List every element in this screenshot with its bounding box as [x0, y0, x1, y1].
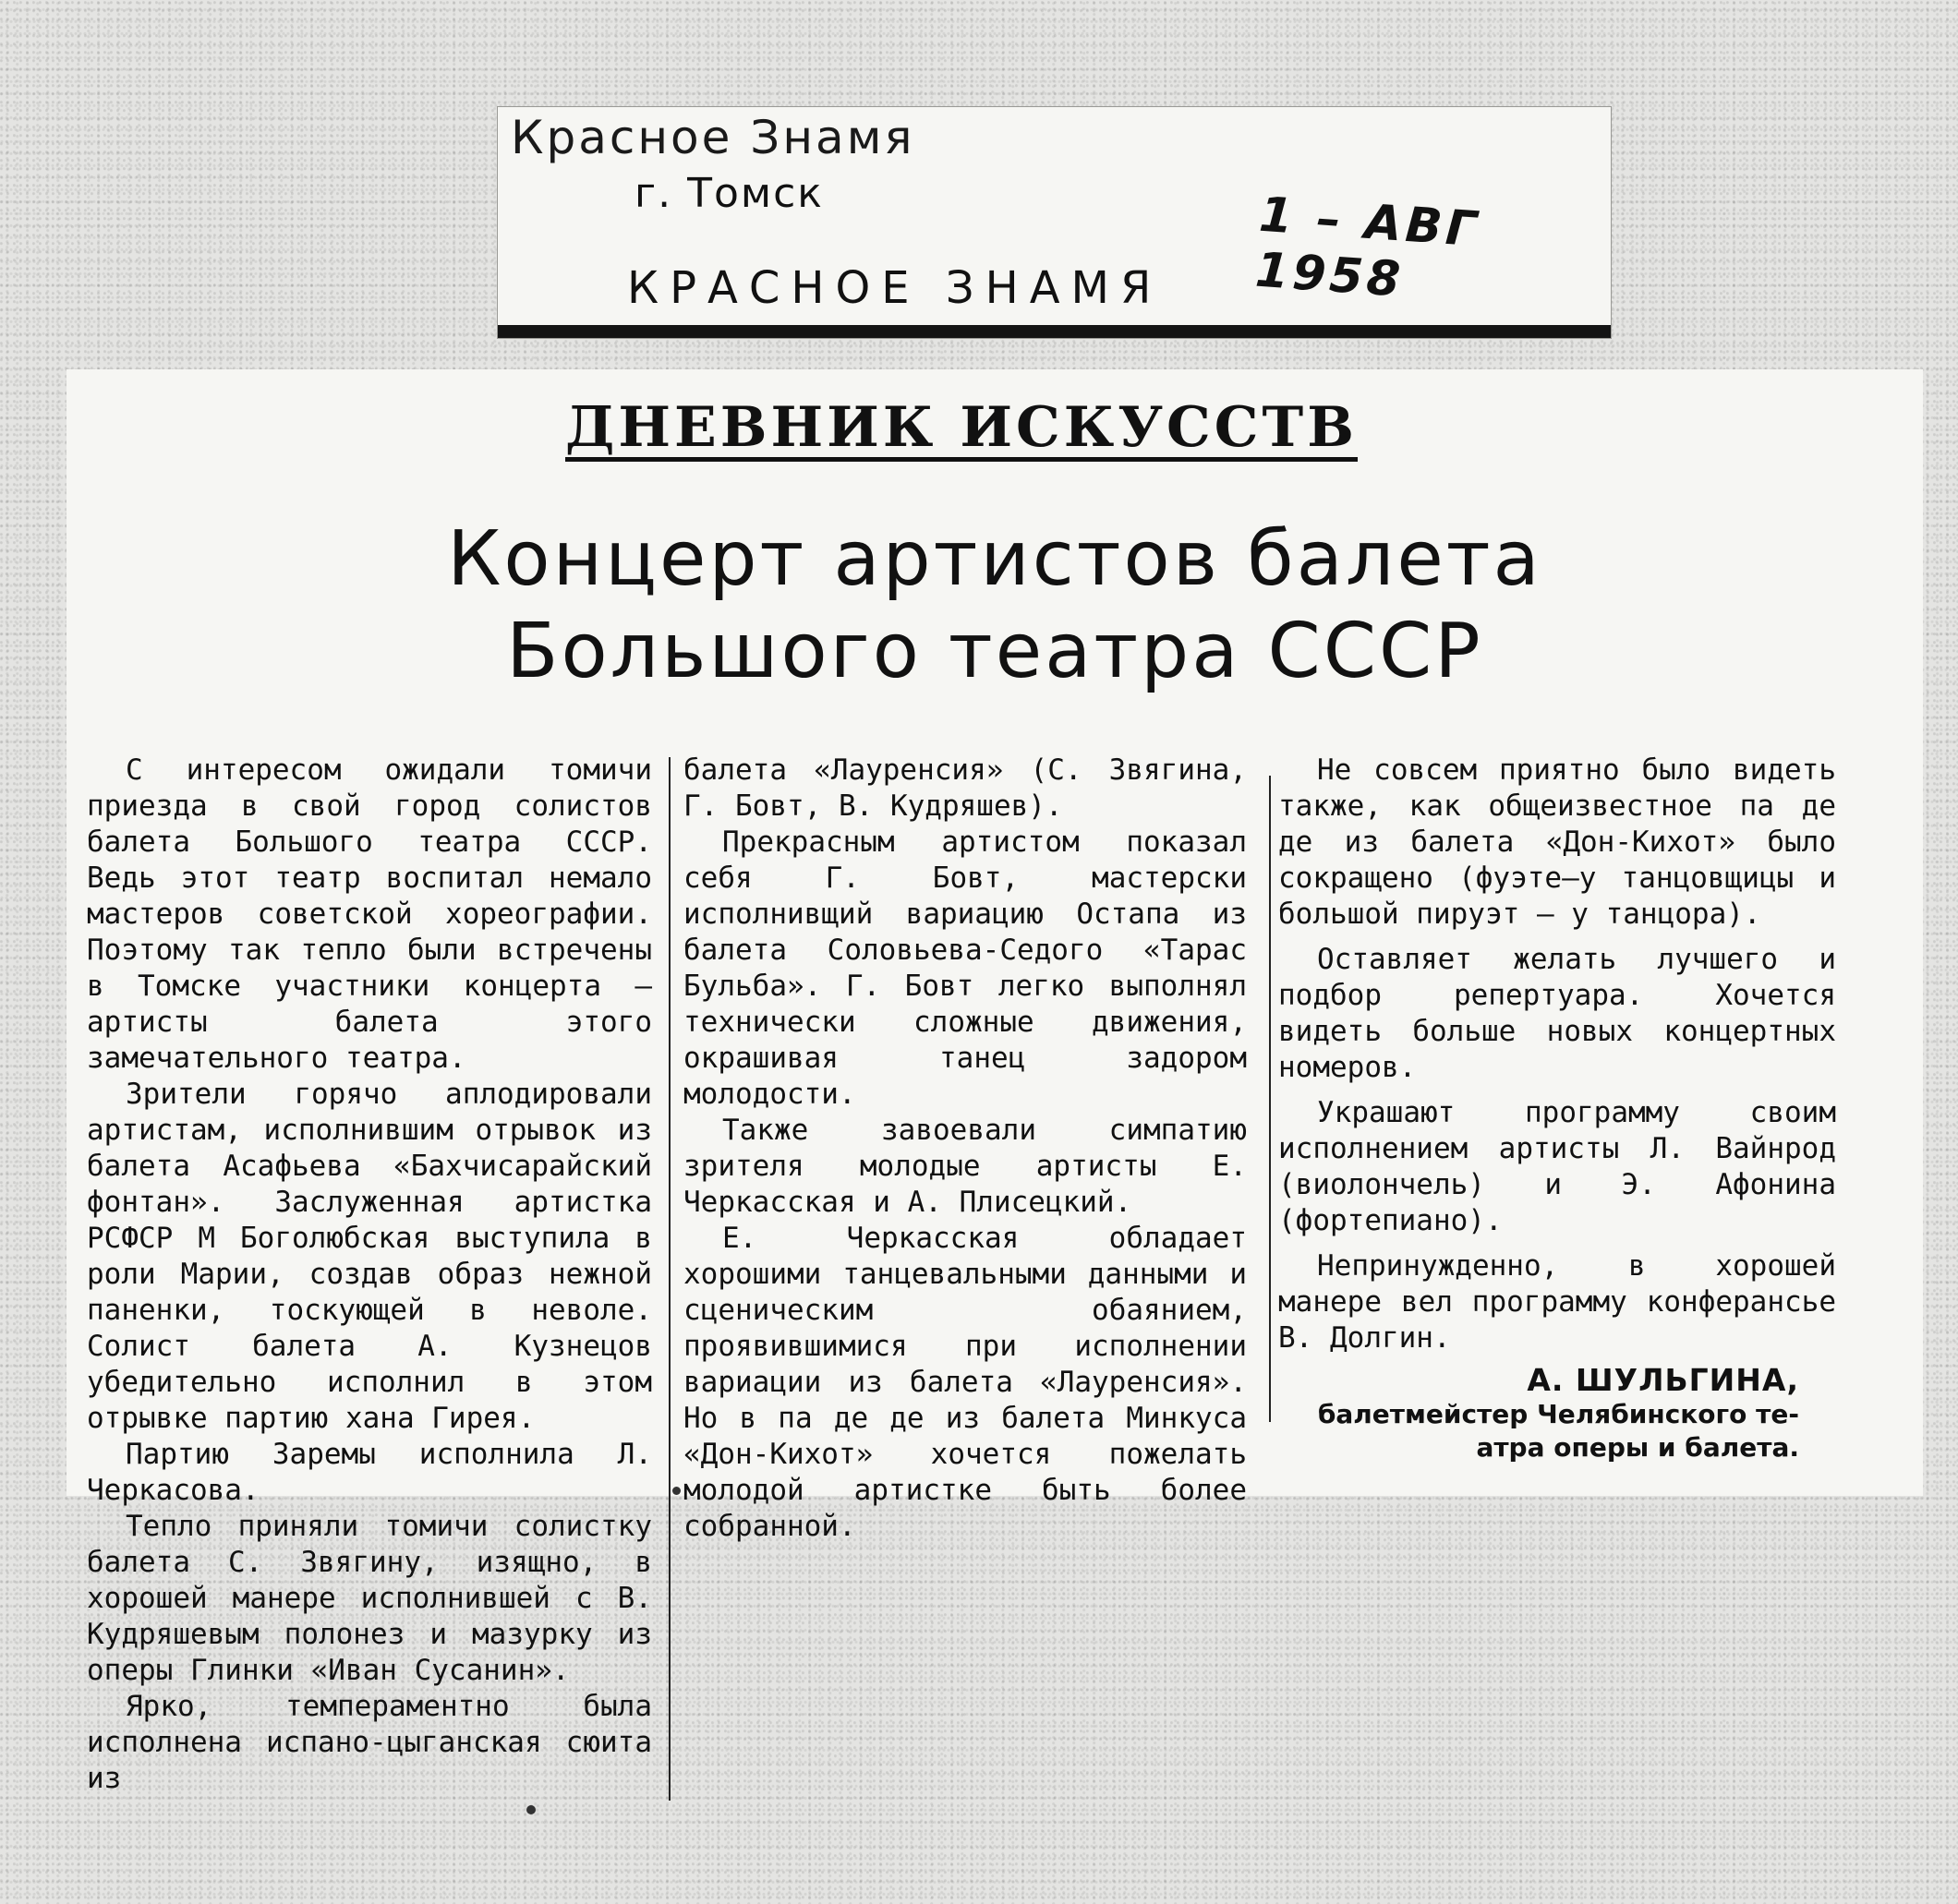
paragraph: Партию Заремы исполнила Л. Черкасова.: [87, 1438, 652, 1507]
byline-author: А. ШУЛЬГИНА,: [1527, 1362, 1799, 1398]
headline-line-2: Большого театра СССР: [506, 608, 1483, 695]
article-column-2: [683, 753, 1247, 1545]
masthead-clipping: [497, 106, 1612, 339]
paragraph: Не совсем приятно было видеть также, как общеизвестное па де де из балета «Дон-Кихот» было сокращено (фуэте—у танцовщицы и большой пируэт — у танцора).: [1278, 753, 1836, 931]
article-clipping: [66, 369, 1923, 1795]
byline-role-line-2: атра оперы и балета.: [1476, 1432, 1799, 1463]
ink-speck: [672, 1487, 681, 1495]
paragraph: Тепло приняли томичи солистку балета С. Звягину, изящно, в хорошей манере исполнившей с В. Кудряшевым полонез и мазурку из оперы Глинки «Иван Сусанин».: [87, 1510, 652, 1687]
article-column-3: [1278, 753, 1836, 1464]
paragraph: С интересом ожидали томичи приезда в свой город солистов балета Большого театра СССР. Ведь этот театр воспитал немало мастеров советской хореографии. Поэтому так тепло были встречены в Томске участники концерта — артисты балета этого замечательного театра.: [87, 753, 652, 1075]
paragraph: Также завоевали симпатию зрителя молодые артисты Е. Черкасская и А. Плисецкий.: [683, 1114, 1247, 1219]
column-rule: [669, 757, 671, 1801]
paragraph: Украшают программу своим исполнением артисты Л. Вайнрод (виолончель) и Э. Афонина (фортепиано).: [1278, 1096, 1836, 1237]
byline-role-line-1: балетмейстер Челябинского те-: [1317, 1399, 1799, 1429]
section-heading: ДНЕВНИК ИСКУССТВ: [565, 395, 1358, 460]
column-rule: [1269, 776, 1271, 1422]
paragraph: Непринужденно, в хорошей манере вел программу конферансье В. Долгин.: [1278, 1249, 1836, 1355]
paragraph: Прекрасным артистом показал себя Г. Бовт, мастерски исполнивщий вариацию Остапа из балета Соловьева-Седого «Тарас Бульба». Г. Бовт легко выполнял технически сложные движения, окрашивая танец задором молодости.: [683, 825, 1247, 1111]
masthead-rule: [498, 325, 1611, 338]
source-stamp: Красное Знамя: [511, 111, 915, 164]
ink-speck: [526, 1805, 536, 1814]
paragraph: Е. Черкасская обладает хорошими танцевальными данными и сценическим обаянием, проявившимися при исполнении вариации из балета «Лауренсия». Но в па де де из балета Минкуса «Дон-Кихот» хочется пожелать молодой артистке быть более собранной.: [683, 1222, 1247, 1543]
newspaper-name: КРАСНОЕ ЗНАМЯ: [627, 262, 1163, 314]
byline: [1278, 1362, 1836, 1464]
paragraph: Зрители горячо аплодировали артистам, исполнившим отрывок из балета Асафьева «Бахчисарайский фонтан». Заслуженная артистка РСФСР М Боголюбская выступила в роли Марии, создав образ нежной паненки, тоскующей в неволе. Солист балета А. Кузнецов убедительно исполнил в этом отрывке партию хана Гирея.: [87, 1078, 652, 1435]
paragraph: Ярко, темпераментно была исполнена испано-цыганская сюита из: [87, 1690, 652, 1795]
headline-line-1: Концерт артистов балета: [447, 515, 1542, 603]
paragraph: Оставляет желать лучшего и подбор репертуара. Хочется видеть больше новых концертных номеров.: [1278, 943, 1836, 1084]
article-column-1: [87, 753, 652, 1797]
paragraph: балета «Лауренсия» (С. Звягина, Г. Бовт, В. Кудряшев).: [683, 753, 1247, 823]
date-stamp: 1 – АВГ 1958: [1253, 187, 1482, 308]
source-city: г. Томск: [635, 170, 824, 217]
